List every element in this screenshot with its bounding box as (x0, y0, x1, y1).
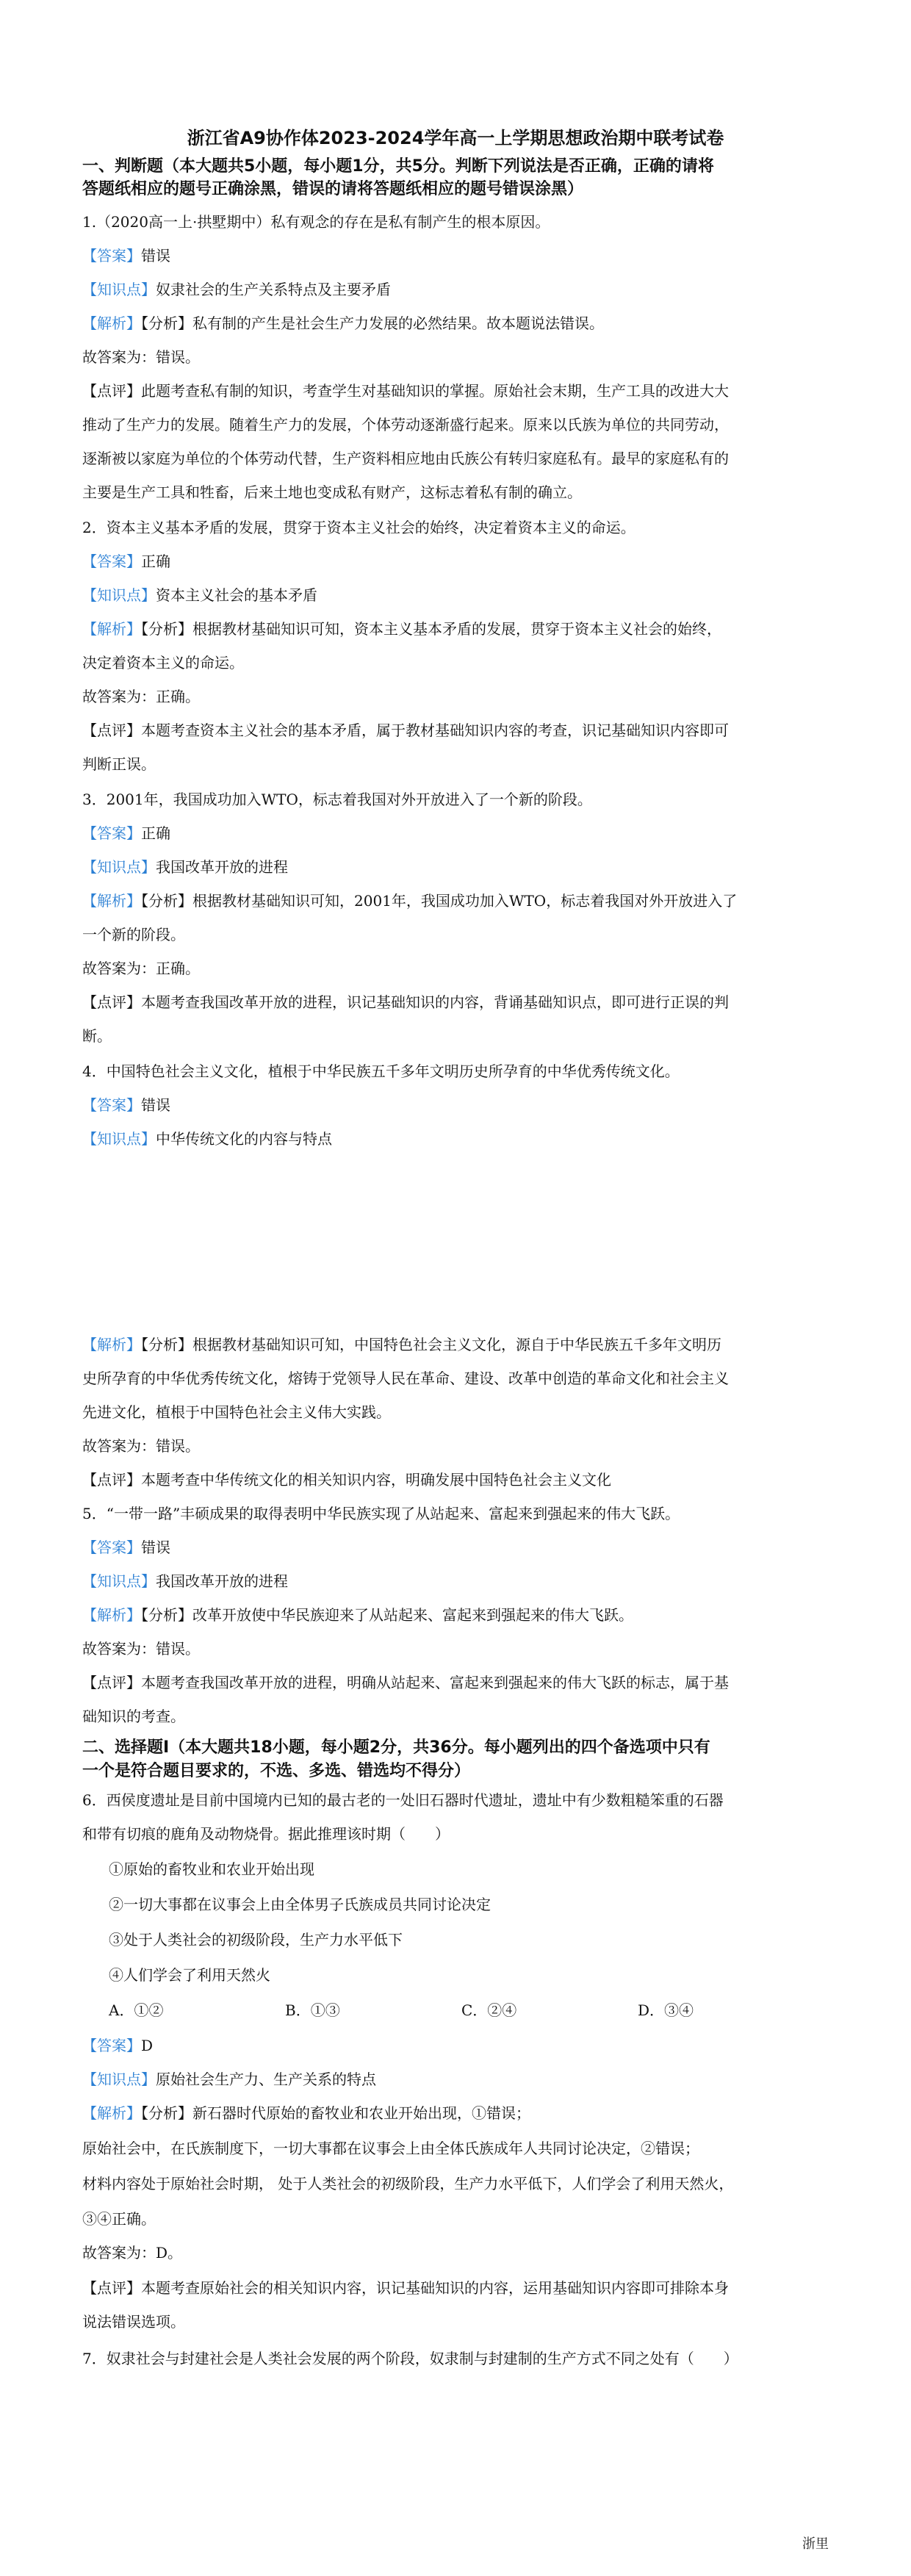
analysis-cont: 一个新的阶段。 (82, 926, 185, 943)
knowledge-line (82, 857, 829, 877)
analysis-line (82, 2103, 829, 2123)
statement-item: ③处于人类社会的初级阶段，生产力水平低下 (109, 1931, 403, 1949)
knowledge-tag: 【知识点】 (82, 1572, 156, 1590)
answer-tag: 【答案】 (82, 824, 141, 842)
analysis-sub-tag: 【分析】 (141, 892, 192, 910)
comment-line (82, 2278, 829, 2298)
knowledge-value: 奴隶社会的生产关系特点及主要矛盾 (156, 281, 391, 298)
comment-text: 本题考查资本主义社会的基本矛盾，属于教材基础知识内容的考查，识记基础知识内容即可 (141, 722, 729, 739)
knowledge-value: 我国改革开放的进程 (156, 1572, 288, 1590)
comment-cont: 推动了生产力的发展。随着生产力的发展，个体劳动逐渐盛行起来。原来以氏族为单位的共同劳动， (82, 416, 729, 433)
answer-line (82, 245, 829, 266)
comment-line (82, 1469, 829, 1490)
knowledge-line (82, 2069, 829, 2090)
answer-value: 正确 (141, 824, 170, 842)
comment-text: 本题考查我国改革开放的进程，明确从站起来、富起来到强起来的伟大飞跃的标志，属于基 (141, 1674, 729, 1691)
question-stem: 5．“一带一路”丰硕成果的取得表明中华民族实现了从站起来、富起来到强起来的伟大飞跃。 (82, 1505, 680, 1522)
knowledge-tag: 【知识点】 (82, 858, 156, 876)
section-heading-cont: 答题纸相应的题号正确涂黑，错误的请将答题纸相应的题号错误涂黑） (82, 180, 584, 198)
analysis-sub-tag: 【分析】 (141, 620, 192, 638)
knowledge-line (82, 1129, 829, 1149)
answer-value: 错误 (141, 1096, 170, 1114)
comment-text: 本题考查我国改革开放的进程，识记基础知识的内容，背诵基础知识点，即可进行正误的判 (141, 993, 729, 1011)
knowledge-tag: 【知识点】 (82, 586, 156, 604)
answer-line (82, 551, 829, 572)
option-a: A．①② (109, 2001, 164, 2019)
conclusion-line: 故答案为：错误。 (82, 1437, 200, 1455)
comment-line (82, 720, 829, 741)
conclusion-line: 故答案为：正确。 (82, 688, 200, 705)
question-stem: 3．2001年，我国成功加入WTO，标志着我国对外开放进入了一个新的阶段。 (82, 791, 592, 808)
option-c: C．②④ (461, 2001, 517, 2019)
comment-tag: 【点评】 (82, 382, 141, 400)
knowledge-value: 资本主义社会的基本矛盾 (156, 586, 317, 604)
question-stem: 4．中国特色社会主义文化，植根于中华民族五千多年文明历史所孕育的中华优秀传统文化。 (82, 1062, 680, 1080)
question-stem: 2．资本主义基本矛盾的发展，贯穿于资本主义社会的始终，决定着资本主义的命运。 (82, 519, 635, 536)
analysis-sub-tag: 【分析】 (141, 314, 192, 332)
analysis-tag: 【解析】 (82, 2104, 141, 2122)
comment-tag: 【点评】 (82, 722, 141, 739)
analysis-text: 私有制的产生是社会生产力发展的必然结果。故本题说法错误。 (192, 314, 604, 332)
analysis-cont: 决定着资本主义的命运。 (82, 654, 244, 672)
conclusion-line: 故答案为：错误。 (82, 348, 200, 366)
answer-value: 正确 (141, 553, 170, 570)
analysis-tag: 【解析】 (82, 314, 141, 332)
statement-item: ④人们学会了利用天然火 (109, 1966, 270, 1984)
option-b: B．①③ (285, 2001, 340, 2019)
analysis-cont: 史所孕育的中华优秀传统文化，熔铸于党领导人民在革命、建设、改革中创造的革命文化和社会主义 (82, 1370, 729, 1387)
knowledge-tag: 【知识点】 (82, 281, 156, 298)
page-footer: 浙里 (802, 2536, 829, 2552)
comment-cont: 判断正误。 (82, 755, 156, 773)
analysis-sub-tag: 【分析】 (141, 1336, 192, 1353)
answer-line (82, 2035, 829, 2056)
analysis-line (82, 1334, 829, 1355)
answer-value: 错误 (141, 1539, 170, 1556)
comment-cont: 说法错误选项。 (82, 2313, 185, 2331)
comment-line (82, 1672, 829, 1693)
conclusion-line: 故答案为：正确。 (82, 960, 200, 977)
comment-text: 本题考查中华传统文化的相关知识内容，明确发展中国特色社会主义文化 (141, 1471, 611, 1489)
answer-line (82, 1095, 829, 1115)
comment-cont: 础知识的考查。 (82, 1708, 185, 1725)
analysis-cont: 先进文化，植根于中国特色社会主义伟大实践。 (82, 1403, 391, 1421)
analysis-line (82, 1605, 829, 1625)
comment-line (82, 992, 829, 1012)
question-stem: 7．奴隶社会与封建社会是人类社会发展的两个阶段，奴隶制与封建制的生产方式不同之处有（ ） (82, 2350, 738, 2367)
answer-tag: 【答案】 (82, 553, 141, 570)
knowledge-tag: 【知识点】 (82, 2070, 156, 2088)
analysis-line (82, 313, 829, 334)
question-stem: 6．西侯度遗址是目前中国境内已知的最古老的一处旧石器时代遗址，遗址中有少数粗糙笨重的石器 (82, 1791, 724, 1809)
comment-tag: 【点评】 (82, 1471, 141, 1489)
analysis-sub-tag: 【分析】 (141, 2104, 192, 2122)
conclusion-line: 故答案为：错误。 (82, 1640, 200, 1658)
comment-text: 本题考查原始社会的相关知识内容，识记基础知识的内容，运用基础知识内容即可排除本身 (141, 2279, 729, 2297)
knowledge-value: 我国改革开放的进程 (156, 858, 288, 876)
section-heading: 二、选择题Ⅰ（本大题共18小题，每小题2分，共36分。每小题列出的四个备选项中只有 (82, 1738, 710, 1757)
analysis-text: 改革开放使中华民族迎来了从站起来、富起来到强起来的伟大飞跃。 (192, 1606, 633, 1624)
section-heading: 一、判断题（本大题共5小题，每小题1分，共5分。判断下列说法是否正确，正确的请将 (82, 157, 714, 176)
knowledge-line (82, 585, 829, 605)
answer-line (82, 1537, 829, 1558)
analysis-tag: 【解析】 (82, 1606, 141, 1624)
answer-tag: 【答案】 (82, 1539, 141, 1556)
analysis-cont: 材料内容处于原始社会时期， 处于人类社会的初级阶段，生产力水平低下，人们学会了利用天然火， (82, 2175, 734, 2192)
answer-value: D (141, 2037, 154, 2054)
question-stem: 1.（2020高一上·拱墅期中）私有观念的存在是私有制产生的根本原因。 (82, 213, 550, 231)
answer-tag: 【答案】 (82, 247, 141, 265)
conclusion-line: 故答案为：D。 (82, 2244, 183, 2262)
section-heading-cont: 一个是符合题目要求的，不选、多选、错选均不得分） (82, 1762, 471, 1780)
analysis-line (82, 619, 829, 639)
analysis-line (82, 891, 829, 911)
comment-line (82, 381, 829, 401)
comment-tag: 【点评】 (82, 993, 141, 1011)
analysis-text: 新石器时代原始的畜牧业和农业开始出现，①错误； (192, 2104, 530, 2122)
comment-cont: 主要是生产工具和牲畜，后来土地也变成私有财产，这标志着私有制的确立。 (82, 483, 582, 501)
knowledge-value: 原始社会生产力、生产关系的特点 (156, 2070, 376, 2088)
analysis-tag: 【解析】 (82, 620, 141, 638)
statement-item: ②一切大事都在议事会上由全体男子氏族成员共同讨论决定 (109, 1896, 491, 1913)
analysis-sub-tag: 【分析】 (141, 1606, 192, 1624)
comment-tag: 【点评】 (82, 2279, 141, 2297)
analysis-text: 根据教材基础知识可知，资本主义基本矛盾的发展，贯穿于资本主义社会的始终， (192, 620, 721, 638)
comment-text: 此题考查私有制的知识，考查学生对基础知识的掌握。原始社会末期，生产工具的改进大大 (141, 382, 729, 400)
question-stem-cont: 和带有切痕的鹿角及动物烧骨。据此推理该时期（ ） (82, 1825, 450, 1843)
page-title: 浙江省A9协作体2023-2024学年高一上学期思想政治期中联考试卷 (187, 128, 724, 148)
answer-tag: 【答案】 (82, 2037, 141, 2054)
knowledge-value: 中华传统文化的内容与特点 (156, 1130, 332, 1148)
analysis-cont: 原始社会中，在氏族制度下，一切大事都在议事会上由全体氏族成年人共同讨论决定，②错误； (82, 2140, 699, 2157)
knowledge-tag: 【知识点】 (82, 1130, 156, 1148)
analysis-text: 根据教材基础知识可知，中国特色社会主义文化，源自于中华民族五千多年文明历 (192, 1336, 721, 1353)
option-d: D．③④ (638, 2001, 694, 2019)
statement-item: ①原始的畜牧业和农业开始出现 (109, 1860, 314, 1878)
analysis-tag: 【解析】 (82, 892, 141, 910)
analysis-text: 根据教材基础知识可知，2001年，我国成功加入WTO，标志着我国对外开放进入了 (192, 892, 738, 910)
knowledge-line (82, 1571, 829, 1591)
analysis-tag: 【解析】 (82, 1336, 141, 1353)
knowledge-line (82, 279, 829, 300)
answer-line (82, 823, 829, 843)
comment-cont: 断。 (82, 1027, 112, 1045)
answer-tag: 【答案】 (82, 1096, 141, 1114)
answer-value: 错误 (141, 247, 170, 265)
comment-cont: 逐渐被以家庭为单位的个体劳动代替，生产资料相应地由氏族公有转归家庭私有。最早的家庭私有的 (82, 450, 729, 467)
analysis-cont: ③④正确。 (82, 2210, 156, 2228)
comment-tag: 【点评】 (82, 1674, 141, 1691)
